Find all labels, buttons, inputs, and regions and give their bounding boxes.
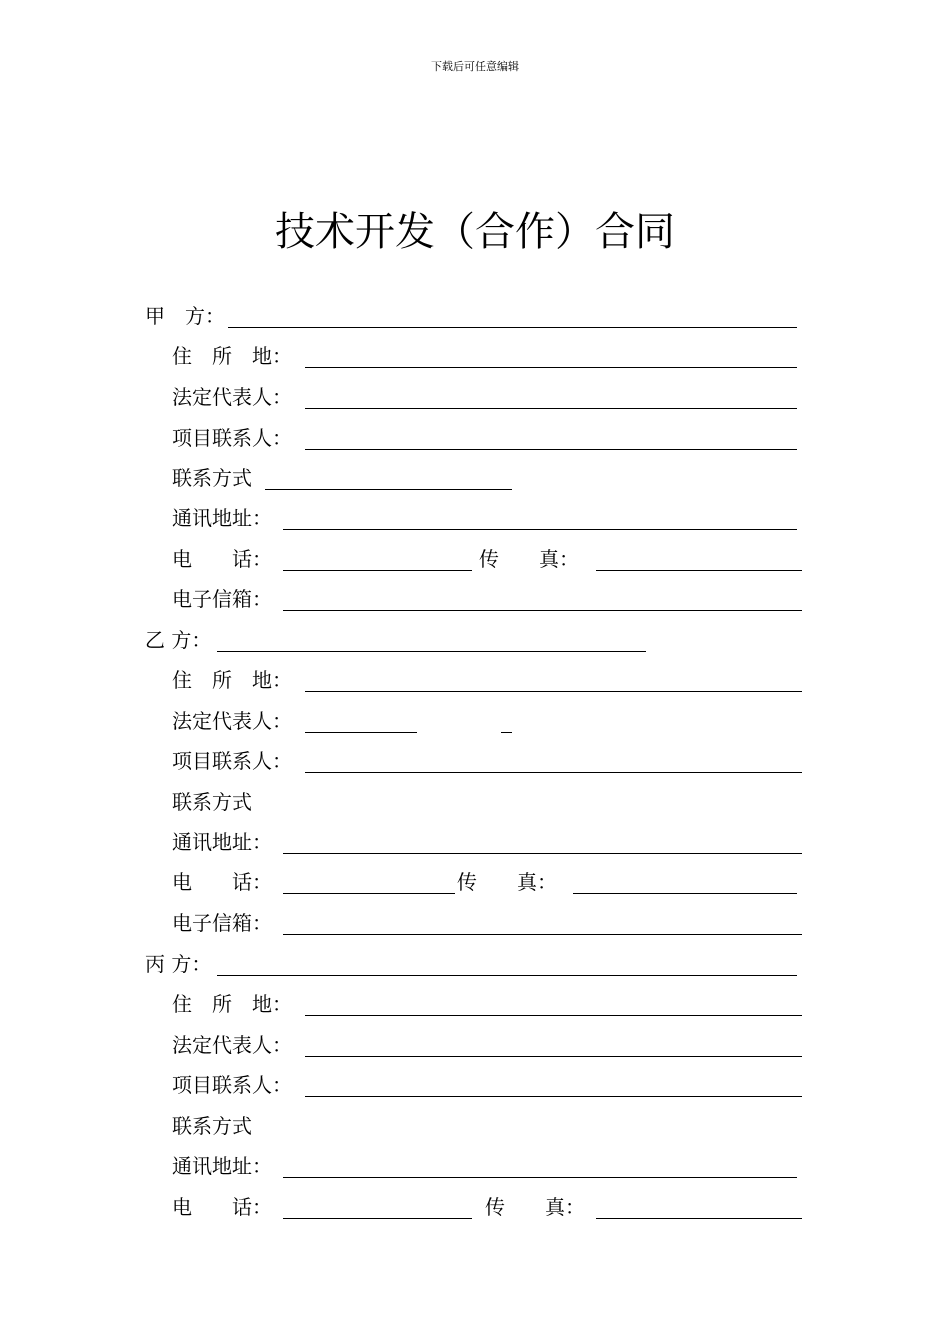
party-c-residence-row bbox=[172, 990, 812, 1018]
party-c-legal-rep-field[interactable] bbox=[305, 1056, 802, 1057]
project-contact-label: 项目联系人： bbox=[172, 749, 292, 773]
party-b-email-field[interactable] bbox=[283, 934, 802, 935]
phone-label: 电 话： bbox=[172, 547, 272, 571]
party-a-phone-fax-row bbox=[172, 545, 812, 573]
party-c-label: 丙 方： bbox=[145, 952, 212, 976]
email-label: 电子信箱： bbox=[172, 911, 272, 935]
contact-method-label: 联系方式 bbox=[172, 790, 252, 814]
party-c-contact-method-row bbox=[172, 1112, 812, 1140]
party-c-phone-field[interactable] bbox=[283, 1218, 472, 1219]
project-contact-label: 项目联系人： bbox=[172, 426, 292, 450]
phone-label: 电 话： bbox=[172, 1195, 272, 1219]
project-contact-label: 项目联系人： bbox=[172, 1073, 292, 1097]
party-a-email-field[interactable] bbox=[283, 610, 802, 611]
party-b-fax-field[interactable] bbox=[573, 893, 797, 894]
party-b-residence-field[interactable] bbox=[305, 691, 802, 692]
party-c-project-contact-row bbox=[172, 1071, 812, 1099]
mail-address-label: 通讯地址： bbox=[172, 830, 272, 854]
phone-label: 电 话： bbox=[172, 870, 272, 894]
party-c-fax-field[interactable] bbox=[596, 1218, 802, 1219]
party-a-mail-address-row bbox=[172, 504, 812, 532]
party-b-mail-address-field[interactable] bbox=[283, 853, 802, 854]
party-b-project-contact-field[interactable] bbox=[305, 772, 802, 773]
party-b-label: 乙 方： bbox=[145, 628, 212, 652]
residence-label: 住 所 地： bbox=[172, 992, 292, 1016]
party-a-fax-field[interactable] bbox=[596, 570, 802, 571]
party-a-legal-rep-field[interactable] bbox=[305, 408, 797, 409]
header-note: 下载后可任意编辑 bbox=[431, 60, 519, 73]
party-c-row bbox=[145, 950, 805, 978]
fax-label: 传 真： bbox=[457, 870, 557, 894]
legal-rep-label: 法定代表人： bbox=[172, 709, 292, 733]
party-c-legal-rep-row bbox=[172, 1031, 812, 1059]
legal-rep-label: 法定代表人： bbox=[172, 1033, 292, 1057]
party-a-project-contact-row bbox=[172, 424, 812, 452]
residence-label: 住 所 地： bbox=[172, 344, 292, 368]
party-c-field[interactable] bbox=[217, 975, 797, 976]
party-b-residence-row bbox=[172, 666, 812, 694]
contact-method-label: 联系方式 bbox=[172, 466, 252, 490]
party-a-email-row bbox=[172, 585, 812, 613]
party-c-mail-address-row bbox=[172, 1152, 812, 1180]
party-a-contact-method-field[interactable] bbox=[265, 489, 512, 490]
party-b-row bbox=[145, 626, 805, 654]
party-a-project-contact-field[interactable] bbox=[305, 449, 797, 450]
party-b-field[interactable] bbox=[217, 651, 646, 652]
party-a-contact-method-row bbox=[172, 464, 812, 492]
mail-address-label: 通讯地址： bbox=[172, 506, 272, 530]
party-b-legal-rep-field-tail[interactable] bbox=[501, 732, 512, 733]
party-b-contact-method-row bbox=[172, 788, 812, 816]
party-b-email-row bbox=[172, 909, 812, 937]
party-b-legal-rep-row bbox=[172, 707, 812, 735]
party-c-phone-fax-row bbox=[172, 1193, 812, 1221]
party-a-field[interactable] bbox=[228, 327, 797, 328]
party-c-mail-address-field[interactable] bbox=[283, 1177, 797, 1178]
party-b-project-contact-row bbox=[172, 747, 812, 775]
party-b-phone-fax-row bbox=[172, 868, 812, 896]
party-a-legal-rep-row bbox=[172, 383, 812, 411]
party-b-phone-field[interactable] bbox=[283, 893, 455, 894]
party-a-row bbox=[145, 302, 805, 330]
party-b-mail-address-row bbox=[172, 828, 812, 856]
legal-rep-label: 法定代表人： bbox=[172, 385, 292, 409]
mail-address-label: 通讯地址： bbox=[172, 1154, 272, 1178]
party-a-mail-address-field[interactable] bbox=[283, 529, 797, 530]
fax-label: 传 真： bbox=[485, 1195, 585, 1219]
document-title: 技术开发（合作）合同 bbox=[275, 209, 675, 255]
party-a-residence-field[interactable] bbox=[305, 367, 797, 368]
party-a-label: 甲 方： bbox=[145, 304, 225, 328]
residence-label: 住 所 地： bbox=[172, 668, 292, 692]
party-c-project-contact-field[interactable] bbox=[305, 1096, 802, 1097]
email-label: 电子信箱： bbox=[172, 587, 272, 611]
contact-method-label: 联系方式 bbox=[172, 1114, 252, 1138]
fax-label: 传 真： bbox=[479, 547, 579, 571]
party-c-residence-field[interactable] bbox=[305, 1015, 802, 1016]
party-a-phone-field[interactable] bbox=[283, 570, 472, 571]
party-b-legal-rep-field[interactable] bbox=[305, 732, 417, 733]
party-a-residence-row bbox=[172, 342, 812, 370]
